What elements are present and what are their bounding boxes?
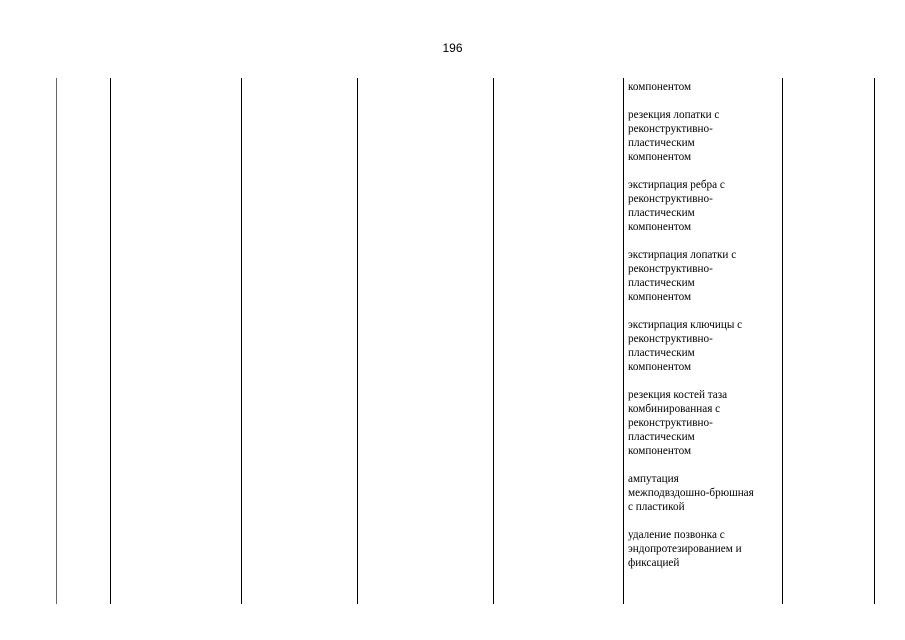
table-column-border xyxy=(623,78,624,604)
table-column-border xyxy=(110,78,111,604)
procedure-entry: удаление позвонка с эндопротезированием и фиксацией xyxy=(628,529,742,569)
procedure-entry: резекция лопатки с реконструктивно- пластическим компонентом xyxy=(628,109,720,163)
page-number: 196 xyxy=(442,41,463,55)
procedure-entry: компонентом xyxy=(628,81,692,93)
table-column-border xyxy=(56,78,57,604)
procedure-entry: экстирпация лопатки с реконструктивно- пластическим компонентом xyxy=(628,249,737,303)
table-column-border xyxy=(357,78,358,604)
table-column-border xyxy=(782,78,783,604)
procedure-entry: ампутация межподвздошно-брюшная с пластикой xyxy=(628,473,754,513)
procedures-cell xyxy=(628,80,780,570)
procedure-entry: резекция костей таза комбинированная с реконструктивно- пластическим компонентом xyxy=(628,389,728,457)
procedure-entry: экстирпация ребра с реконструктивно- пластическим компонентом xyxy=(628,179,725,233)
table-column-border xyxy=(241,78,242,604)
table-column-border xyxy=(493,78,494,604)
procedures-table xyxy=(0,78,905,604)
table-column-border xyxy=(874,78,875,604)
procedure-entry: экстирпация ключицы с реконструктивно- пластическим компонентом xyxy=(628,319,743,373)
